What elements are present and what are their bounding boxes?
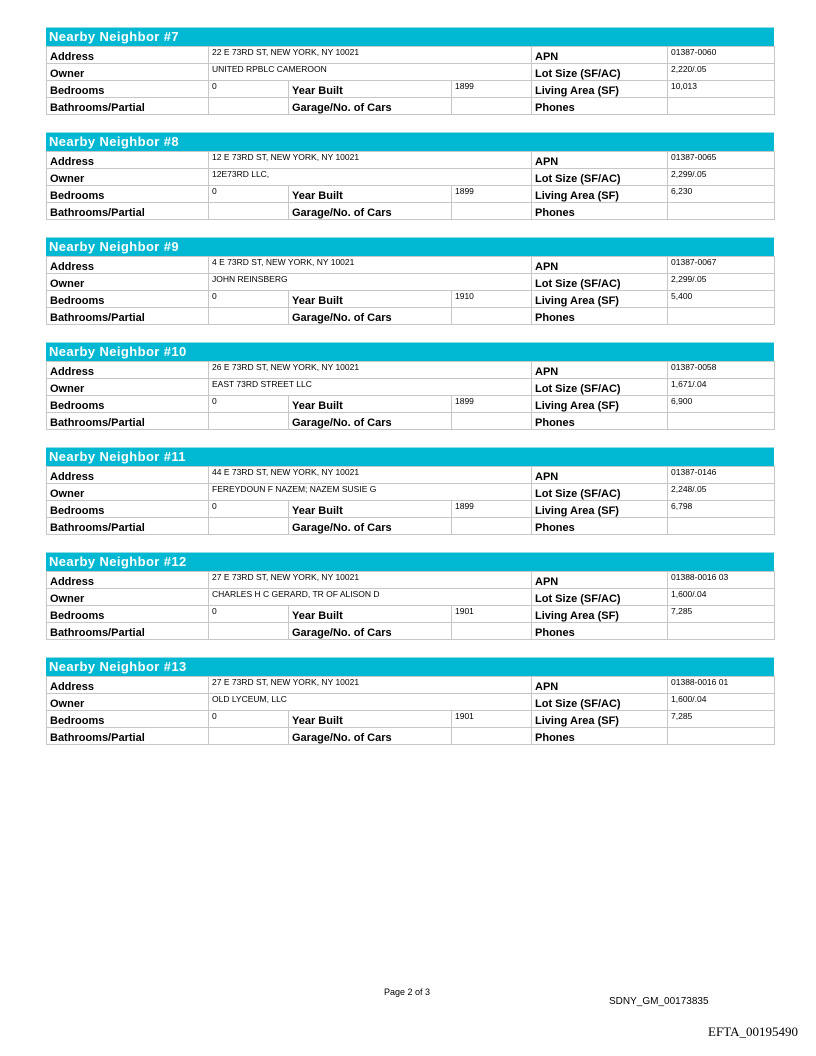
owner-label: Owner — [47, 484, 209, 501]
neighbor-block — [46, 657, 774, 745]
living-area-label: Living Area (SF) — [532, 396, 668, 413]
lot-size-value: 2,220/.05 — [668, 64, 775, 81]
phones-label: Phones — [532, 728, 668, 745]
table-row — [47, 257, 775, 274]
bedrooms-value: 0 — [209, 81, 289, 98]
year-built-label: Year Built — [289, 396, 452, 413]
garage-value — [452, 413, 532, 430]
year-built-value: 1901 — [452, 711, 532, 728]
table-row — [47, 396, 775, 413]
owner-label: Owner — [47, 169, 209, 186]
garage-label: Garage/No. of Cars — [289, 623, 452, 640]
living-area-value: 6,230 — [668, 186, 775, 203]
year-built-value: 1910 — [452, 291, 532, 308]
efta-number: EFTA_00195490 — [708, 1024, 798, 1039]
owner-label: Owner — [47, 64, 209, 81]
living-area-label: Living Area (SF) — [532, 291, 668, 308]
apn-value: 01387-0146 — [668, 467, 775, 484]
lot-size-label: Lot Size (SF/AC) — [532, 64, 668, 81]
bathrooms-value — [209, 728, 289, 745]
neighbor-table — [46, 571, 775, 640]
garage-label: Garage/No. of Cars — [289, 728, 452, 745]
page-number: Page 2 of 3 — [384, 987, 431, 997]
year-built-value: 1899 — [452, 396, 532, 413]
neighbor-title: Nearby Neighbor #12 — [46, 552, 774, 571]
table-row — [47, 274, 775, 291]
table-row — [47, 606, 775, 623]
table-row — [47, 379, 775, 396]
apn-label: APN — [532, 572, 668, 589]
neighbor-block — [46, 447, 774, 535]
table-row — [47, 308, 775, 325]
neighbor-block — [46, 237, 774, 325]
address-label: Address — [47, 362, 209, 379]
bedrooms-value: 0 — [209, 186, 289, 203]
table-row — [47, 711, 775, 728]
year-built-label: Year Built — [289, 291, 452, 308]
bedrooms-label: Bedrooms — [47, 396, 209, 413]
neighbor-table — [46, 676, 775, 745]
garage-label: Garage/No. of Cars — [289, 518, 452, 535]
table-row — [47, 694, 775, 711]
neighbor-table — [46, 46, 775, 115]
table-row — [47, 677, 775, 694]
owner-value: OLD LYCEUM, LLC — [209, 694, 532, 711]
living-area-label: Living Area (SF) — [532, 501, 668, 518]
address-value: 4 E 73RD ST, NEW YORK, NY 10021 — [209, 257, 532, 274]
table-row — [47, 413, 775, 430]
neighbor-title: Nearby Neighbor #8 — [46, 132, 774, 151]
lot-size-label: Lot Size (SF/AC) — [532, 694, 668, 711]
neighbor-block — [46, 552, 774, 640]
apn-value: 01387-0060 — [668, 47, 775, 64]
table-row — [47, 47, 775, 64]
address-value: 44 E 73RD ST, NEW YORK, NY 10021 — [209, 467, 532, 484]
owner-value: 12E73RD LLC, — [209, 169, 532, 186]
apn-value: 01388-0016 01 — [668, 677, 775, 694]
table-row — [47, 169, 775, 186]
year-built-value: 1899 — [452, 186, 532, 203]
owner-label: Owner — [47, 379, 209, 396]
garage-value — [452, 728, 532, 745]
table-row — [47, 728, 775, 745]
owner-label: Owner — [47, 589, 209, 606]
neighbor-title: Nearby Neighbor #7 — [46, 27, 774, 46]
bedrooms-label: Bedrooms — [47, 501, 209, 518]
neighbor-list — [46, 27, 774, 762]
garage-value — [452, 308, 532, 325]
table-row — [47, 291, 775, 308]
phones-label: Phones — [532, 623, 668, 640]
neighbor-table — [46, 151, 775, 220]
neighbor-block — [46, 132, 774, 220]
table-row — [47, 203, 775, 220]
table-row — [47, 589, 775, 606]
bedrooms-label: Bedrooms — [47, 606, 209, 623]
year-built-label: Year Built — [289, 81, 452, 98]
phones-label: Phones — [532, 203, 668, 220]
lot-size-label: Lot Size (SF/AC) — [532, 589, 668, 606]
owner-value: EAST 73RD STREET LLC — [209, 379, 532, 396]
bathrooms-label: Bathrooms/Partial — [47, 728, 209, 745]
neighbor-title: Nearby Neighbor #13 — [46, 657, 774, 676]
address-label: Address — [47, 572, 209, 589]
table-row — [47, 501, 775, 518]
address-value: 26 E 73RD ST, NEW YORK, NY 10021 — [209, 362, 532, 379]
phones-value — [668, 98, 775, 115]
year-built-label: Year Built — [289, 501, 452, 518]
lot-size-label: Lot Size (SF/AC) — [532, 379, 668, 396]
address-label: Address — [47, 467, 209, 484]
table-row — [47, 518, 775, 535]
living-area-value: 7,285 — [668, 711, 775, 728]
bedrooms-value: 0 — [209, 711, 289, 728]
table-row — [47, 64, 775, 81]
neighbor-title: Nearby Neighbor #10 — [46, 342, 774, 361]
garage-value — [452, 518, 532, 535]
lot-size-value: 1,600/.04 — [668, 694, 775, 711]
address-value: 27 E 73RD ST, NEW YORK, NY 10021 — [209, 572, 532, 589]
living-area-label: Living Area (SF) — [532, 606, 668, 623]
year-built-label: Year Built — [289, 711, 452, 728]
neighbor-title: Nearby Neighbor #11 — [46, 447, 774, 466]
phones-value — [668, 413, 775, 430]
address-label: Address — [47, 677, 209, 694]
bedrooms-label: Bedrooms — [47, 711, 209, 728]
bathrooms-value — [209, 413, 289, 430]
neighbor-table — [46, 361, 775, 430]
garage-label: Garage/No. of Cars — [289, 98, 452, 115]
living-area-label: Living Area (SF) — [532, 711, 668, 728]
table-row — [47, 572, 775, 589]
year-built-value: 1899 — [452, 81, 532, 98]
neighbor-table — [46, 466, 775, 535]
address-label: Address — [47, 257, 209, 274]
bedrooms-value: 0 — [209, 291, 289, 308]
lot-size-value: 2,299/.05 — [668, 274, 775, 291]
garage-value — [452, 623, 532, 640]
phones-label: Phones — [532, 413, 668, 430]
bathrooms-value — [209, 308, 289, 325]
living-area-value: 5,400 — [668, 291, 775, 308]
phones-value — [668, 623, 775, 640]
apn-value: 01387-0058 — [668, 362, 775, 379]
bathrooms-label: Bathrooms/Partial — [47, 203, 209, 220]
address-value: 27 E 73RD ST, NEW YORK, NY 10021 — [209, 677, 532, 694]
neighbor-block — [46, 342, 774, 430]
owner-value: JOHN REINSBERG — [209, 274, 532, 291]
year-built-value: 1899 — [452, 501, 532, 518]
bedrooms-label: Bedrooms — [47, 81, 209, 98]
table-row — [47, 484, 775, 501]
table-row — [47, 186, 775, 203]
apn-label: APN — [532, 152, 668, 169]
phones-value — [668, 308, 775, 325]
lot-size-label: Lot Size (SF/AC) — [532, 274, 668, 291]
phones-label: Phones — [532, 98, 668, 115]
apn-label: APN — [532, 677, 668, 694]
bedrooms-label: Bedrooms — [47, 291, 209, 308]
apn-value: 01387-0067 — [668, 257, 775, 274]
bathrooms-label: Bathrooms/Partial — [47, 518, 209, 535]
apn-label: APN — [532, 257, 668, 274]
bathrooms-value — [209, 203, 289, 220]
garage-value — [452, 98, 532, 115]
year-built-label: Year Built — [289, 606, 452, 623]
table-row — [47, 362, 775, 379]
living-area-value: 7,285 — [668, 606, 775, 623]
lot-size-value: 2,299/.05 — [668, 169, 775, 186]
bedrooms-label: Bedrooms — [47, 186, 209, 203]
bedrooms-value: 0 — [209, 501, 289, 518]
bathrooms-value — [209, 98, 289, 115]
phones-value — [668, 203, 775, 220]
neighbor-table — [46, 256, 775, 325]
apn-value: 01387-0065 — [668, 152, 775, 169]
lot-size-label: Lot Size (SF/AC) — [532, 484, 668, 501]
garage-label: Garage/No. of Cars — [289, 203, 452, 220]
bedrooms-value: 0 — [209, 396, 289, 413]
apn-value: 01388-0016 03 — [668, 572, 775, 589]
living-area-label: Living Area (SF) — [532, 81, 668, 98]
owner-value: CHARLES H C GERARD, TR OF ALISON D — [209, 589, 532, 606]
bathrooms-label: Bathrooms/Partial — [47, 623, 209, 640]
neighbor-block — [46, 27, 774, 115]
table-row — [47, 623, 775, 640]
address-value: 12 E 73RD ST, NEW YORK, NY 10021 — [209, 152, 532, 169]
garage-label: Garage/No. of Cars — [289, 413, 452, 430]
living-area-value: 10,013 — [668, 81, 775, 98]
living-area-value: 6,900 — [668, 396, 775, 413]
bates-number: SDNY_GM_00173835 — [609, 996, 709, 1007]
bathrooms-label: Bathrooms/Partial — [47, 308, 209, 325]
bedrooms-value: 0 — [209, 606, 289, 623]
neighbor-title: Nearby Neighbor #9 — [46, 237, 774, 256]
living-area-label: Living Area (SF) — [532, 186, 668, 203]
address-label: Address — [47, 47, 209, 64]
bathrooms-value — [209, 623, 289, 640]
owner-label: Owner — [47, 694, 209, 711]
lot-size-value: 1,600/.04 — [668, 589, 775, 606]
bathrooms-value — [209, 518, 289, 535]
garage-value — [452, 203, 532, 220]
lot-size-label: Lot Size (SF/AC) — [532, 169, 668, 186]
owner-value: UNITED RPBLC CAMEROON — [209, 64, 532, 81]
table-row — [47, 152, 775, 169]
apn-label: APN — [532, 467, 668, 484]
phones-label: Phones — [532, 308, 668, 325]
owner-value: FEREYDOUN F NAZEM; NAZEM SUSIE G — [209, 484, 532, 501]
living-area-value: 6,798 — [668, 501, 775, 518]
garage-label: Garage/No. of Cars — [289, 308, 452, 325]
lot-size-value: 1,671/.04 — [668, 379, 775, 396]
phones-label: Phones — [532, 518, 668, 535]
address-value: 22 E 73RD ST, NEW YORK, NY 10021 — [209, 47, 532, 64]
bathrooms-label: Bathrooms/Partial — [47, 98, 209, 115]
phones-value — [668, 728, 775, 745]
lot-size-value: 2,248/.05 — [668, 484, 775, 501]
apn-label: APN — [532, 362, 668, 379]
year-built-value: 1901 — [452, 606, 532, 623]
table-row — [47, 467, 775, 484]
bathrooms-label: Bathrooms/Partial — [47, 413, 209, 430]
table-row — [47, 98, 775, 115]
address-label: Address — [47, 152, 209, 169]
phones-value — [668, 518, 775, 535]
year-built-label: Year Built — [289, 186, 452, 203]
owner-label: Owner — [47, 274, 209, 291]
table-row — [47, 81, 775, 98]
apn-label: APN — [532, 47, 668, 64]
